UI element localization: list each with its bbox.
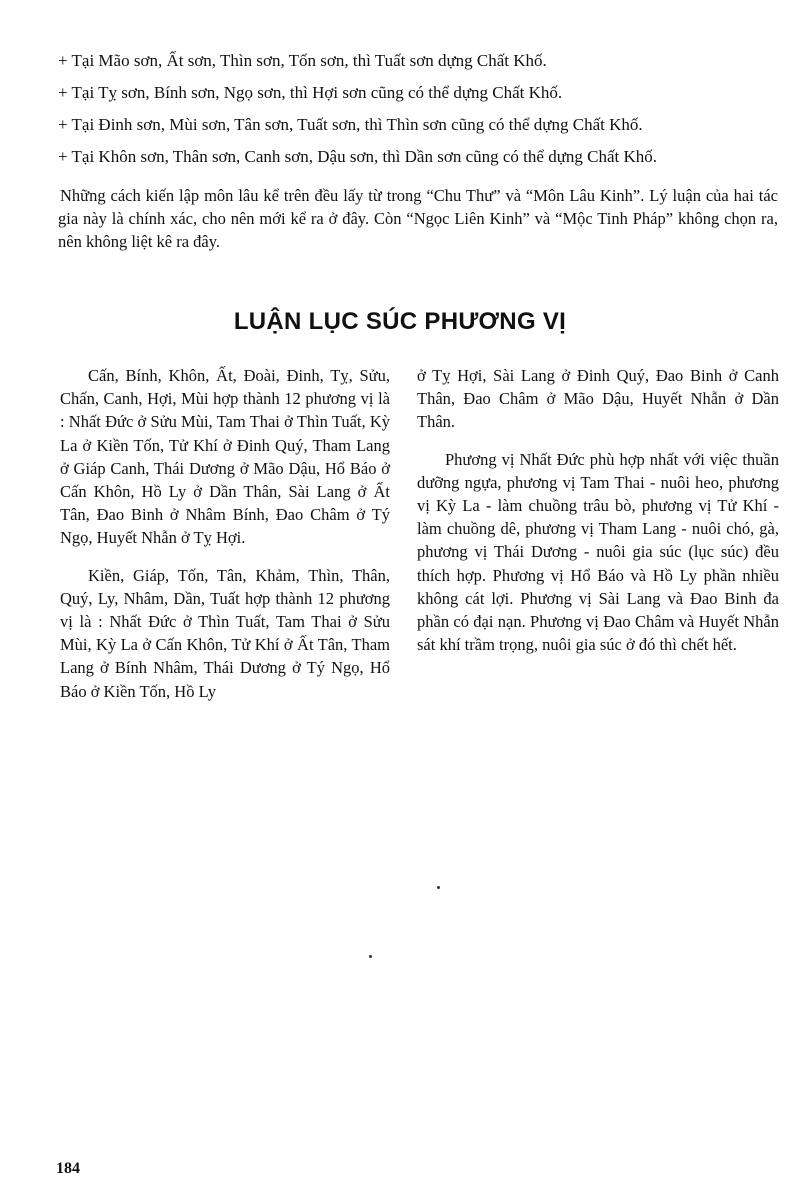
- left-paragraph-1: Cấn, Bính, Khôn, Ất, Đoài, Đinh, Tỵ, Sửu, Chấn, Canh, Hợi, Mùi hợp thành 12 phương vị là : Nhất Đức ở Sửu Mùi, Tam Thai ở Thìn Tuất, Kỳ La ở Kiền Tốn, Tử Khí ở Đinh Quý, Tham Lang ở Giáp Canh, Thái Dương ở Mão Dậu, Hổ Báo ở Cấn Khôn, Hồ Ly ở Dần Thân, Sài Lang ở Ất Tân, Đao Binh ở Nhâm Bính, Đao Châm ở Tý Ngọ, Huyết Nhẫn ở Tỵ Hợi.: [60, 366, 390, 548]
- section-heading: LUẬN LỤC SÚC PHƯƠNG VỊ: [233, 308, 567, 335]
- left-paragraph-2: Kiền, Giáp, Tốn, Tân, Khảm, Thìn, Thân, Quý, Ly, Nhâm, Dần, Tuất hợp thành 12 phương vị là : Nhất Đức ở Thìn Tuất, Tam Thai ở Sửu Mùi, Kỳ La ở Cấn Khôn, Tử Khí ở Ất Tân, Tham Lang ở Bính Nhâm, Thái Dương ở Tý Ngọ, Hổ Báo ở Kiền Tốn, Hồ Ly: [60, 565, 390, 701]
- intro-paragraph: Những cách kiến lập môn lâu kể trên đều lấy từ trong “Chu Thư” và “Môn Lâu Kinh”. Lý luận của hai tác gia này là chính xác, cho nên mới kể ra ở đây. Còn “Ngọc Liên Kinh” và “Mộc Tinh Pháp” không chọn ra, nên không liệt kê ra đây.: [58, 186, 778, 251]
- scan-speck: [437, 886, 440, 889]
- bullet-item: + Tại Mão sơn, Ất sơn, Thìn sơn, Tốn sơn, thì Tuất sơn dựng Chất Khố.: [58, 51, 547, 70]
- left-column: [60, 364, 390, 717]
- bullet-list: [58, 50, 778, 178]
- right-paragraph-1: ở Tỵ Hợi, Sài Lang ở Đinh Quý, Đao Binh ở Canh Thân, Đao Châm ở Mão Dậu, Huyết Nhẫn ở Dần Thân.: [417, 366, 779, 432]
- page-number: 184: [56, 1160, 80, 1177]
- scan-speck: [369, 955, 372, 958]
- right-paragraph-2: Phương vị Nhất Đức phù hợp nhất với việc thuần dưỡng ngựa, phương vị Tam Thai - nuôi heo, phương vị Kỳ La - làm chuồng trâu bò, phương vị Tử Khí - làm chuồng dê, phương vị Tham Lang - nuôi chó, gà, phương vị Thái Dương - nuôi gia súc (lục súc) đều thích hợp. Phương vị Hổ Báo và Hồ Ly phần nhiều không cát lợi. Phương vị Sài Lang và Đao Binh đa phần có đại nạn. Phương vị Đao Châm và Huyết Nhẫn sát khí trầm trọng, nuôi gia súc ở đó thì chết hết.: [417, 449, 779, 655]
- right-column: [417, 364, 779, 670]
- bullet-item: + Tại Tỵ sơn, Bính sơn, Ngọ sơn, thì Hợi sơn cũng có thể dựng Chất Khố.: [58, 83, 563, 102]
- bullet-item: + Tại Đinh sơn, Mùi sơn, Tân sơn, Tuất sơn, thì Thìn sơn cũng có thể dựng Chất Khố.: [58, 115, 643, 134]
- bullet-item: + Tại Khôn sơn, Thân sơn, Canh sơn, Dậu sơn, thì Dần sơn cũng có thể dựng Chất Khố.: [58, 147, 658, 166]
